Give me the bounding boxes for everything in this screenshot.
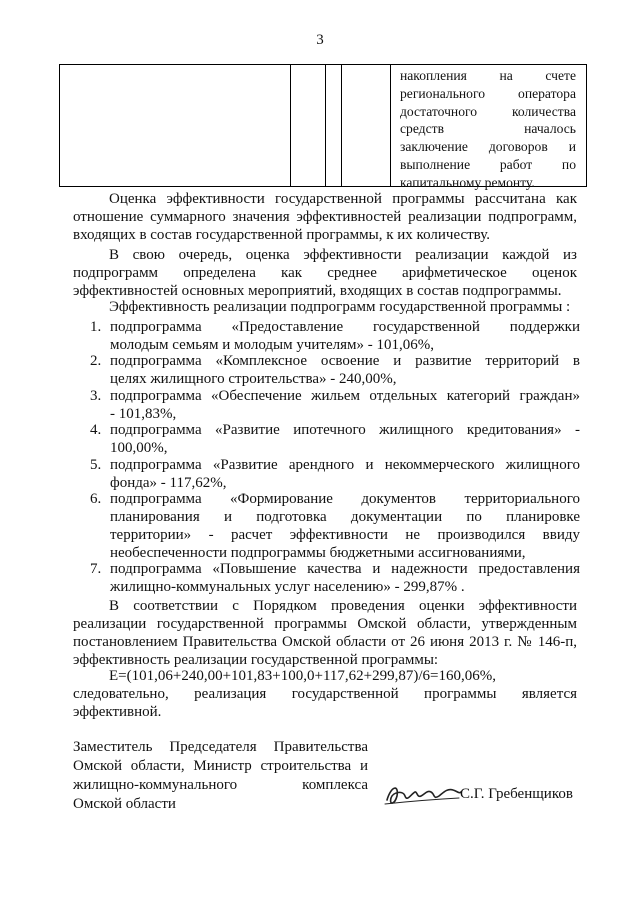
- paragraph-assessment-method: [73, 190, 577, 244]
- paragraph-line: эффективностей основных мероприятий, входящих в состав подпрограммы.: [73, 283, 562, 299]
- signatory-position-line: Заместитель Председателя Правительства: [73, 739, 368, 755]
- table-column-divider: [390, 65, 391, 186]
- list-item-number: 4.: [90, 422, 102, 438]
- table-column-divider: [341, 65, 342, 186]
- list-item-line: подпрограмма «Комплексное освоение и развитие территорий в: [110, 353, 580, 369]
- list-item-line: - 101,83%,: [110, 406, 177, 422]
- paragraph-line: Эффективность реализации подпрограмм государственной программы :: [109, 299, 571, 315]
- signatory-name: С.Г. Гребенщиков: [460, 786, 573, 802]
- paragraph-result: [73, 685, 577, 721]
- list-item-number: 7.: [90, 561, 102, 577]
- table-cell-line: выполнение работ по: [400, 156, 576, 172]
- list-item-number: 1.: [90, 319, 102, 335]
- table-cell-line: капитальному ремонту.: [400, 174, 535, 190]
- paragraph-list-intro: [73, 298, 577, 316]
- signatory-position-line: Омской области: [73, 796, 176, 812]
- paragraph-line: В соответствии с Порядком проведения оценки эффективности: [109, 598, 577, 614]
- list-item-line: подпрограмма «Повышение качества и надежности предоставления: [110, 561, 580, 577]
- list-item-line: целях жилищного строительства» - 240,00%,: [110, 371, 397, 387]
- signatory-position: [73, 738, 368, 814]
- table-cell-note: [400, 67, 576, 192]
- list-item-line: планирования и подготовка документации по планировке: [110, 509, 580, 525]
- paragraph-line: эффективность реализации государственной программы:: [73, 652, 439, 668]
- paragraph-line: В свою очередь, оценка эффективности реализации каждой из: [109, 247, 577, 263]
- table-cell-line: заключение договоров и: [400, 139, 576, 155]
- paragraph-line: Оценка эффективности государственной программы рассчитана как: [109, 191, 577, 207]
- list-item-line: подпрограмма «Обеспечение жильем отдельных категорий граждан»: [110, 388, 580, 404]
- list-item: [90, 490, 580, 562]
- list-item-line: подпрограмма «Развитие арендного и некоммерческого жилищного: [110, 457, 580, 473]
- table-cell-line: средств началось: [400, 121, 576, 137]
- list-item: [90, 352, 580, 388]
- list-item-line: территории» - расчет эффективности не производился ввиду: [110, 527, 580, 543]
- paragraph-line: эффективной.: [73, 704, 162, 720]
- list-item-number: 3.: [90, 388, 102, 404]
- list-item: [90, 560, 580, 596]
- list-item: [90, 421, 580, 457]
- list-item: [90, 387, 580, 423]
- paragraph-line: реализации государственной программы Омской области, утвержденным: [73, 616, 577, 632]
- table-cell-line: накопления на счете: [400, 68, 576, 83]
- paragraph-line: постановлением Правительства Омской области от 26 июня 2013 г. № 146-п,: [73, 634, 577, 650]
- paragraph-subprogram-assessment: [73, 246, 577, 300]
- page-number: 3: [316, 32, 324, 48]
- table-column-divider: [325, 65, 326, 186]
- table-column-divider: [290, 65, 291, 186]
- handwritten-signature: [383, 776, 463, 810]
- table-cell-line: регионального оператора: [400, 85, 576, 101]
- list-item: [90, 456, 580, 492]
- paragraph-line: подпрограмм определена как среднее арифметическое оценок: [73, 265, 577, 281]
- list-item-line: подпрограмма «Формирование документов территориального: [110, 491, 580, 507]
- signatory-position-line: Омской области, Министр строительства и: [73, 758, 368, 774]
- list-item: [90, 318, 580, 354]
- paragraph-line: следовательно, реализация государственной программы является: [73, 686, 577, 702]
- list-item-line: фонда» - 117,62%,: [110, 475, 227, 491]
- list-item-line: необеспеченности подпрограммы бюджетными ассигнованиями,: [110, 545, 526, 561]
- list-item-line: жилищно-коммунальных услуг населению» - 299,87% .: [110, 579, 465, 595]
- list-item-line: молодым семьям и молодым учителям» - 101,06%,: [110, 337, 435, 353]
- table-cell-line: достаточного количества: [400, 103, 576, 119]
- list-item-line: 100,00%,: [110, 440, 168, 456]
- list-item-number: 6.: [90, 491, 102, 507]
- formula-line: E=(101,06+240,00+101,83+100,0+117,62+299,87)/6=160,06%,: [109, 668, 496, 684]
- list-item-number: 5.: [90, 457, 102, 473]
- list-item-number: 2.: [90, 353, 102, 369]
- efficiency-formula: [73, 667, 577, 685]
- paragraph-line: отношение суммарного значения эффективностей реализации подпрограмм,: [73, 209, 577, 225]
- paragraph-line: входящих в состав государственной программы, к их количеству.: [73, 227, 491, 243]
- signatory-position-line: жилищно-коммунального комплекса: [73, 777, 368, 793]
- paragraph-conclusion: [73, 597, 577, 669]
- list-item-line: подпрограмма «Развитие ипотечного жилищного кредитования» -: [110, 422, 580, 438]
- list-item-line: подпрограмма «Предоставление государственной поддержки: [110, 319, 580, 335]
